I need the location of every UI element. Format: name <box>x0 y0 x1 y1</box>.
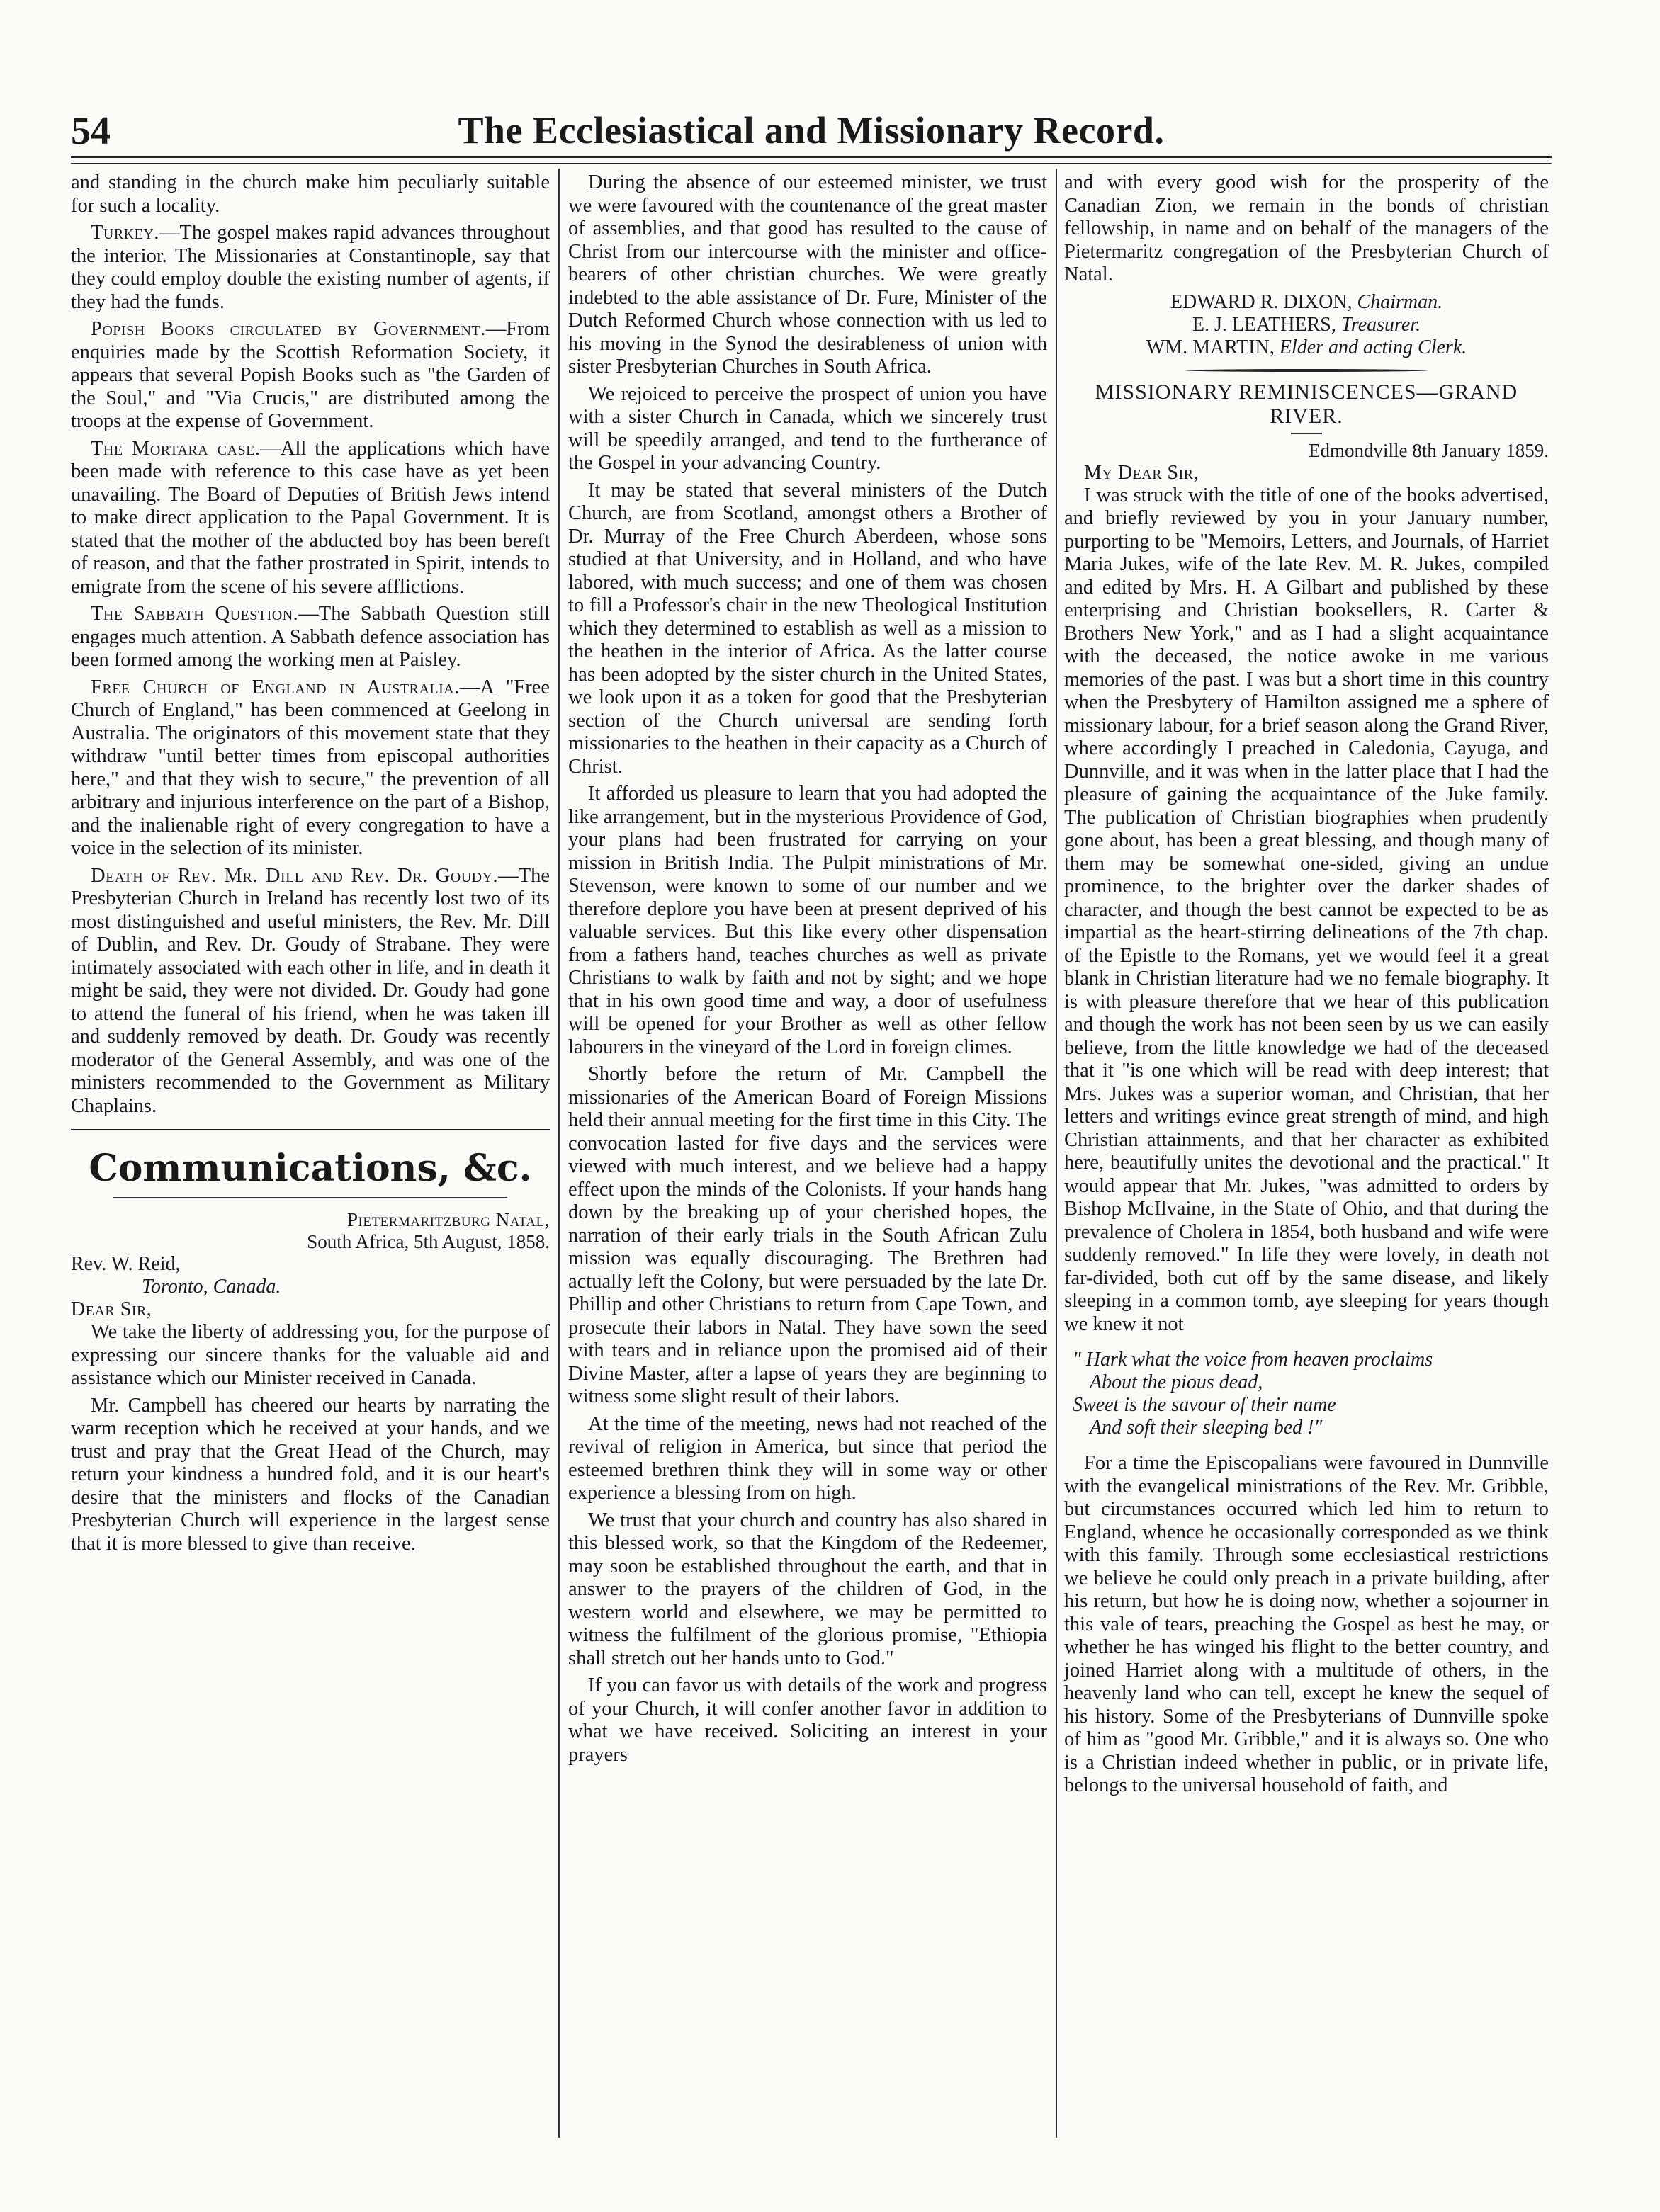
poem-line: " Hark what the voice from heaven proclaims <box>1073 1349 1433 1371</box>
letter-addressee <box>71 1253 550 1321</box>
dateline-place: Pietermaritzburg Natal, <box>347 1209 550 1230</box>
news-item-lead: Free Church of England in Australia. <box>91 676 460 698</box>
news-item-lead: The Sabbath Question. <box>91 603 299 625</box>
paragraph: It may be stated that several ministers of the Dutch Church, are from Scotland, amongst others a Brother of Dr. Murray of the Free Church Aberdeen, whose sons studied at that University, and in Holland, and who have labored, with much success; and one of them was chosen to fill a Professor's chair in the new Theological Institution which they determined to establish as well as a mission to the heathen in the interior of Africa. As the latter course has been adopted by the sister church in the United States, we look upon it as a token for good that the Presbyterian section of the Church universal are sending forth missionaries to the heathen in their capacity as a Church of Christ. <box>568 479 1047 778</box>
news-item-text: —The gospel makes rapid advances throughout the interior. The Missionaries at Constantinople, say that they could employ double the existing number of agents, if they had the funds. <box>71 222 550 313</box>
journal-title: The Ecclesiastical and Missionary Record. <box>458 109 1165 152</box>
article-title <box>1064 380 1549 429</box>
poem-line: And soft their sleeping bed !" <box>1090 1417 1323 1439</box>
section-title-communications: Communications, &c. <box>89 1147 532 1190</box>
addressee-name: Rev. W. Reid, <box>71 1253 181 1275</box>
section-rule <box>71 1128 550 1130</box>
news-item-lead: Popish Books circulated by Government. <box>91 318 486 340</box>
news-item-lead: Turkey. <box>91 222 159 244</box>
signature-block <box>1064 291 1549 359</box>
paragraph: I was struck with the title of one of the books advertised, and briefly reviewed by you in your January number, purporting to be "Memoirs, Letters, and Journals, of Harriet Maria Jukes, wife of the late Rev. M. R. Jukes, compiled and edited by Mrs. H. A Gilbart and published by these enterprising and Christian booksellers, R. Carter & Brothers New York," and as I had a slight acquaintance with the deceased, the notice awoke in me various memories of the past. I was but a short time in this country when the Presbytery of Hamilton assigned me a sphere of missionary labour, for a brief season along the Grand River, where accordingly I preached in Caledonia, Cayuga, and Dunnville, and it was when in the latter place that I had the pleasure of gaining the acquaintance of the Juke family. The publication of Christian biographies when prudently gone about, has been a great blessing, and though many of them may be somewhat one-sided, giving an undue prominence, to the brighter over the darker shades of character, and though the best cannot be expected to be as impartial as the heart-stirring delineations of the 7th chap. of the Epistle to the Romans, yet we would feel it a great blank in Christian literature had we no female biography. It is with pleasure therefore that we hear of this publication and though the work has not been seen by us we can easily believe, from the little knowledge we had of the deceased that it "is one which will be read with deep interest; that Mrs. Jukes was a superior woman, and Christian, that her letters and writings evince great strength of mind, and high Christian attainments, and that her character as exhibited here, beautifully unites the devotional and the practical." It would appear that Mr. Jukes, "was admitted to orders by Bishop McIlvaine, in the State of Ohio, and that during the prevalence of Cholera in 1854, both husband and wife were suddenly removed." In life they were lovely, in death not far-divided, both cut off by the same disease, and likely sleeping in a common tomb, aye sleeping for years though we knew it not <box>1064 484 1549 1335</box>
news-item-turkey <box>71 222 550 314</box>
news-item-text: —All the applications which have been made with reference to this case have as yet been unavailing. The Board of Deputies of British Jews intend to make direct application to the Papal Government. It is stated that the mother of the abducted boy has been bereft of reason, and that the father prostrated in Spirit, intends to emigrate from the scene of his severe afflictions. <box>71 437 550 598</box>
signatory-role: Elder and acting Clerk. <box>1279 336 1467 358</box>
article-title-line: RIVER. <box>1270 404 1343 428</box>
salutation: My Dear Sir, <box>1084 461 1199 484</box>
paragraph: At the time of the meeting, news had not reached of the revival of religion in America, but since that period the esteemed brethren think they will in some way or other experience a blessing from on high. <box>568 1412 1047 1504</box>
article-dateline: Edmondville 8th January 1859. <box>1309 439 1549 461</box>
signature-line <box>1064 336 1549 359</box>
paragraph: and with every good wish for the prosperity of the Canadian Zion, we remain in the bonds of christian fellowship, in name and on behalf of the managers of the Pietermaritz congregation of the Presbyterian Church of Natal. <box>1064 171 1549 285</box>
news-item-lead: Death of Rev. Mr. Dill and Rev. Dr. Goudy. <box>91 864 499 887</box>
news-item-mortara <box>71 438 550 599</box>
dateline-date: South Africa, 5th August, 1858. <box>307 1231 550 1252</box>
signature-line <box>1064 291 1549 314</box>
paragraph: If you can favor us with details of the work and progress of your Church, it will confer another favor in addition to what we have received. Soliciting an interest in your prayers <box>568 1674 1047 1766</box>
paragraph: Mr. Campbell has cheered our hearts by narrating the warm reception which he received at your hands, and we trust and pray that the Great Head of the Church, may return your kindness a hundred fold, and it is our heart's desire that the ministers and flocks of the Canadian Presbyterian Church will experience in the largest sense that it is more blessed to give than receive. <box>71 1394 550 1555</box>
salutation: Dear Sir, <box>71 1298 152 1320</box>
paragraph: We rejoiced to perceive the prospect of union you have with a sister Church in Canada, which we sincerely trust will be speedily arranged, and tend to the furtherance of the Gospel in your advancing Country. <box>568 382 1047 474</box>
news-item-text: —A "Free Church of England," has been commenced at Geelong in Australia. The originators of this movement state that they withdraw "until better times from episcopal authorities here," and that they wish to secure," the prevention of all arbitrary and injurious interference on the part of a Bishop, and the inalienable right of every congregation to have a voice in the selection of its minister. <box>71 676 550 859</box>
news-item-text: —From enquiries made by the Scottish Reformation Society, it appears that several Popish Books such as "the Garden of the Soul," and "Via Crucis," are distributed among the troops at the expense of Government. <box>71 318 550 432</box>
news-item-popish-books <box>71 318 550 433</box>
column-left <box>71 171 550 2140</box>
poem-line: About the pious dead, <box>1090 1371 1263 1393</box>
signatory-name: WM. MARTIN, <box>1146 336 1275 358</box>
paragraph: For a time the Episcopalians were favoured in Dunnville with the evangelical ministrations of the Rev. Mr. Gribble, but circumstances occurred which led him to return to England, whence he occasionally corresponded as we think with this family. Through some ecclesiastical restrictions we believe he could only preach in a private building, after his return, but how he is doing now, whether a sojourner in this vale of tears, preaching the Gospel as best he may, or whether he has winged his flight to the better country, and joined Harriet along with a multitude of others, in the heavenly land who can tell, except he knew the sequel of his history. Some of the Presbyterians of Dunnville spoke of him as "good Mr. Gribble," and it is always so. One who is a Christian indeed whether in public, or in private life, belongs to the universal household of faith, and <box>1064 1452 1549 1796</box>
letter-dateline <box>71 1209 550 1253</box>
article-title-line: MISSIONARY REMINISCENCES—GRAND <box>1095 380 1518 404</box>
poem-quote <box>1064 1349 1549 1439</box>
column-middle <box>568 171 1047 2140</box>
news-item-lead: The Mortara case. <box>91 437 261 460</box>
paragraph: We trust that your church and country has also shared in this blessed work, so that the Kingdom of the Redeemer, may soon be established throughout the earth, and that in answer to the prayers of the children of God, in the western world and elsewhere, we may be permitted to witness the fulfilment of the glorious promise, "Ethiopia shall stretch out her hands unto to God." <box>568 1509 1047 1669</box>
page-header <box>71 103 1552 159</box>
signatory-name: E. J. LEATHERS, <box>1192 313 1336 336</box>
paragraph: It afforded us pleasure to learn that you had adopted the like arrangement, but in the mysterious Providence of God, your plans had been frustrated for carrying on your mission in British India. The Pulpit ministrations of Mr. Stevenson, were known to some of our number and we therefore deplore you have been at present deprived of his valuable services. But this like every other dispensation from a fathers hand, teaches churches as well as private Christians to walk by faith and not by sight; and we hope that in his own good time and way, a door of usefulness will be opened for your Brother as well as other fellow labourers in the vineyard of the Lord in foreign climes. <box>568 783 1047 1058</box>
signature-line <box>1064 314 1549 336</box>
paragraph: We take the liberty of addressing you, for the purpose of expressing our sincere thanks for the valuable aid and assistance which our Minister received in Canada. <box>71 1321 550 1389</box>
paragraph: and standing in the church make him peculiarly suitable for such a locality. <box>71 171 550 217</box>
column-divider <box>558 169 560 2138</box>
signatory-role: Treasurer. <box>1340 313 1421 336</box>
header-rule <box>71 156 1552 158</box>
poem-line: Sweet is the savour of their name <box>1073 1394 1336 1416</box>
page-number: 54 <box>71 109 111 153</box>
news-item-free-church <box>71 676 550 861</box>
news-item-text: —The Sabbath Question still engages much attention. A Sabbath defence association has been formed among the working men at Paisley. <box>71 603 550 671</box>
section-rule <box>1185 369 1428 372</box>
column-divider <box>1056 169 1057 2138</box>
signatory-name: EDWARD R. DIXON, <box>1170 290 1353 313</box>
paragraph: During the absence of our esteemed minister, we trust we were favoured with the countenance of the great master of assemblies, and that good has resulted to the cause of Christ from our intercourse with the minister and office-bearers of other christian churches. We were greatly indebted to the able assistance of Dr. Fure, Minister of the Dutch Reformed Church whose connection with us led to his moving in the Synod the desirableness of union with sister Presbyterian Churches in South Africa. <box>568 171 1047 378</box>
header-rule-secondary <box>71 163 1552 164</box>
news-item-death <box>71 865 550 1118</box>
column-right <box>1064 171 1549 2140</box>
paragraph: Shortly before the return of Mr. Campbell the missionaries of the American Board of Foreign Missions held their annual meeting for the first time in this City. The convocation lasted for five days and the services were viewed with much interest, and we believe had a happy effect upon the minds of the Colonists. If your hands hang down by the breaking up of your cherished hopes, the narration of their early trials in the South African Zulu mission was equally discouraging. The Brethren had actually left the Colony, but were persuaded by the late Dr. Phillip and other Christians to return from Cape Town, and prosecute their labors in Natal. They have sown the seed with tears and in reliance upon the promised aid of their Divine Master, after a lapse of years they are beginning to witness some slight result of their labors. <box>568 1063 1047 1407</box>
news-item-text: —The Presbyterian Church in Ireland has recently lost two of its most distinguished and useful ministers, the Rev. Mr. Dill of Dublin, and Rev. Dr. Goudy of Strabane. They were intimately associated with each other in life, and in death it might be said, they were not divided. Dr. Goudy had gone to attend the funeral of his friend, when he was taken ill and suddenly removed by death. Dr. Goudy was recently moderator of the General Assembly, and was one of the ministers recommended to the Government as Military Chaplains. <box>71 864 550 1117</box>
title-rule <box>1291 433 1322 434</box>
signatory-role: Chairman. <box>1357 290 1443 313</box>
addressee-place: Toronto, Canada. <box>142 1276 281 1298</box>
section-rule <box>113 1197 507 1198</box>
news-item-sabbath <box>71 603 550 672</box>
